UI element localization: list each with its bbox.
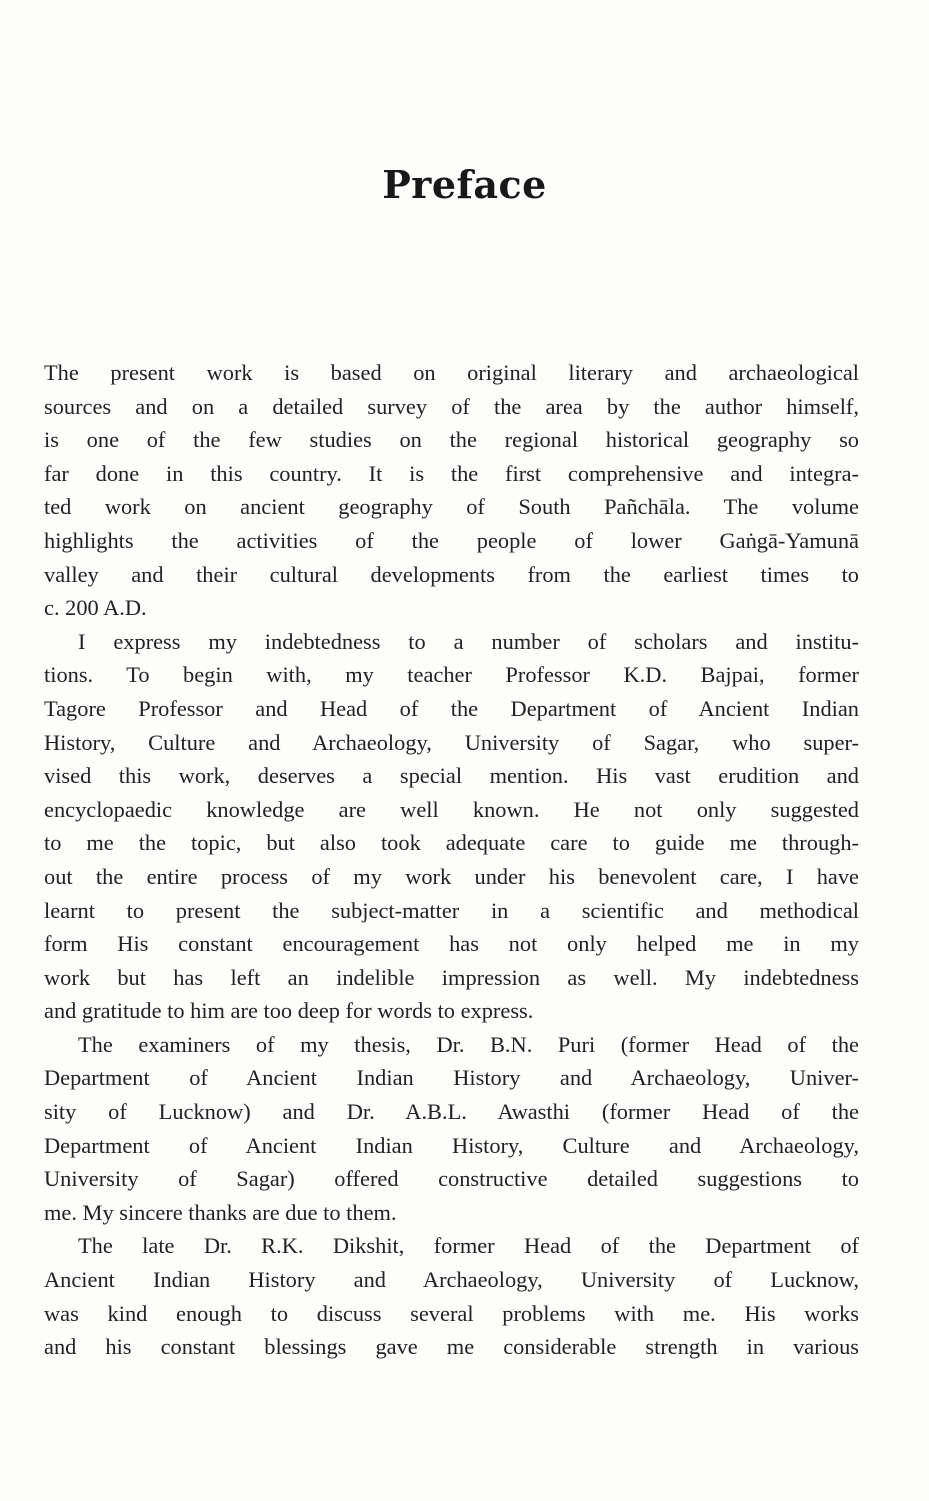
text-line: c. 200 A.D. [44, 595, 147, 621]
text-line: to me the topic, but also took adequate care to guide me through- [44, 830, 859, 856]
text-line: sources and on a detailed survey of the area by the author himself, [44, 393, 859, 419]
paragraph-2 [44, 625, 859, 1028]
text-line: is one of the few studies on the regional historical geography so [44, 427, 859, 453]
paragraph-4 [44, 1229, 859, 1363]
text-line: tions. To begin with, my teacher Professor K.D. Bajpai, former [44, 662, 859, 688]
text-line: out the entire process of my work under his benevolent care, I have [44, 863, 859, 889]
text-line: was kind enough to discuss several problems with me. His works [44, 1300, 859, 1326]
text-line: form His constant encouragement has not only helped me in my [44, 931, 859, 957]
text-line: History, Culture and Archaeology, University of Sagar, who super- [44, 729, 859, 755]
text-line: and his constant blessings gave me considerable strength in various [44, 1334, 859, 1360]
text-line: The examiners of my thesis, Dr. B.N. Puri (former Head of the [78, 1031, 859, 1057]
text-line: vised this work, deserves a special mention. His vast erudition and [44, 763, 859, 789]
text-line: Department of Ancient Indian History, Culture and Archaeology, [44, 1132, 859, 1158]
page-title: Preface [382, 162, 547, 207]
text-line: me. My sincere thanks are due to them. [44, 1199, 397, 1225]
text-line: highlights the activities of the people of lower Gaṅgā-Yamunā [44, 527, 859, 553]
text-line: sity of Lucknow) and Dr. A.B.L. Awasthi (former Head of the [44, 1099, 859, 1125]
paragraph-1 [44, 356, 859, 625]
text-line: Department of Ancient Indian History and Archaeology, Univer- [44, 1065, 859, 1091]
text-line: Ancient Indian History and Archaeology, University of Lucknow, [44, 1267, 859, 1293]
text-line: work but has left an indelible impression as well. My indebtedness [44, 964, 859, 990]
text-line: The late Dr. R.K. Dikshit, former Head of the Department of [78, 1233, 859, 1259]
text-line: I express my indebtedness to a number of scholars and institu- [78, 628, 859, 654]
text-line: ted work on ancient geography of South Pañchāla. The volume [44, 494, 859, 520]
text-line: far done in this country. It is the first comprehensive and integra- [44, 460, 859, 486]
text-line: and gratitude to him are too deep for words to express. [44, 998, 534, 1024]
text-line: encyclopaedic knowledge are well known. He not only suggested [44, 796, 859, 822]
text-line: University of Sagar) offered constructive detailed suggestions to [44, 1166, 859, 1192]
text-line: learnt to present the subject-matter in a scientific and methodical [44, 897, 859, 923]
text-line: The present work is based on original literary and archaeological [44, 360, 859, 385]
text-line: Tagore Professor and Head of the Department of Ancient Indian [44, 695, 859, 721]
paragraph-3 [44, 1028, 859, 1230]
text-line: valley and their cultural developments from the earliest times to [44, 561, 859, 587]
preface-body [44, 356, 859, 1364]
